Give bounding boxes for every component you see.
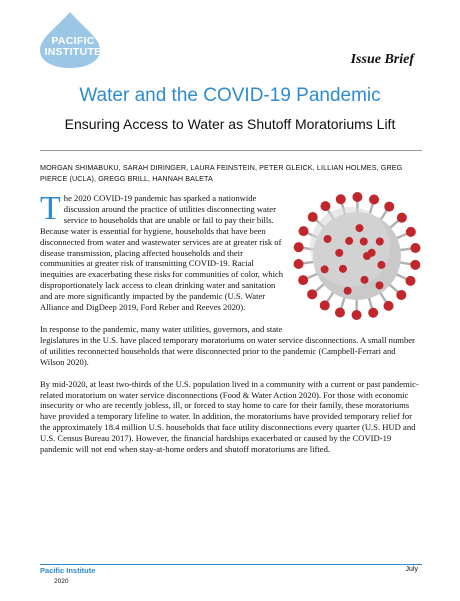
document-subtitle: Ensuring Access to Water as Shutoff Moratoriums Lift — [64, 116, 396, 132]
document-body — [40, 190, 420, 466]
footer-divider — [40, 564, 422, 565]
paragraph-3: By mid-2020, at least two-thirds of the U.S. population lived in a community with a current or past pandemic-related moratorium on water service disconnections (Food & Water Action 2020). For those with economic insecurity or who are recently jobless, ill, or forced to stay home to care for their family, these moratoriums have provided a temporary lifeline to water. In addition, the moratoriums have provided temporary relief for the approximately 18.4 million U.S. households that face utility disconnections every quarter (U.S. HUD and U.S. Census Bureau 2017). However, the financial hardships exacerbated or caused by the COVID-19 pandemic will not end when stay-at-home orders and shutoff moratoriums are lifted. — [40, 378, 419, 455]
footer-month: July — [405, 566, 418, 573]
logo-line2: INSTITUTE — [44, 46, 102, 58]
logo-text — [28, 36, 118, 58]
logo-line1: PACIFIC — [51, 35, 95, 47]
document-title: Water and the COVID-19 Pandemic — [79, 85, 381, 106]
paragraph-2: In response to the pandemic, many water utilities, governors, and state legislatures in the U.S. have placed temporary moratoriums on water service disconnections. A small number of utilities reconnected households that were disconnected prior to the pandemic (Campbell-Ferrari and Wilson 2020). — [40, 323, 415, 367]
footer-organization: Pacific Institute — [40, 566, 96, 575]
footer-year: 2020 — [54, 578, 69, 585]
paragraph-1-text: he 2020 COVID-19 pandemic has sparked a nationwide discussion around the practice of utilities disconnecting water service to households that are unable or fail to pay their bills. Because water is essential for hygiene, households that have been disconnected from water and wastewater services are at greater risk of disease transmission, placing affected households and their communities at greater risk of transmitting COVID-19. Racial inequities are exacerbating these risks for communities of color, which disproportionately lack access to clean drinking water and sanitation and are more significantly impacted by the pandemic (U.S. Water Alliance and DigDeep 2019, Ford Reber and Reeves 2020). — [40, 193, 284, 313]
issue-brief-label: Issue Brief — [350, 52, 414, 67]
header-divider — [40, 150, 422, 151]
author-list: MORGAN SHIMABUKU, SARAH DIRINGER, LAURA FEINSTEIN, PETER GLEICK, LILLIAN HOLMES, GREG PIERCE (UCLA), GREGG BRILL, HANNAH BALETA — [40, 163, 403, 183]
pacific-institute-logo — [28, 10, 118, 74]
drop-cap: T — [40, 190, 61, 227]
coronavirus-icon — [290, 189, 424, 323]
